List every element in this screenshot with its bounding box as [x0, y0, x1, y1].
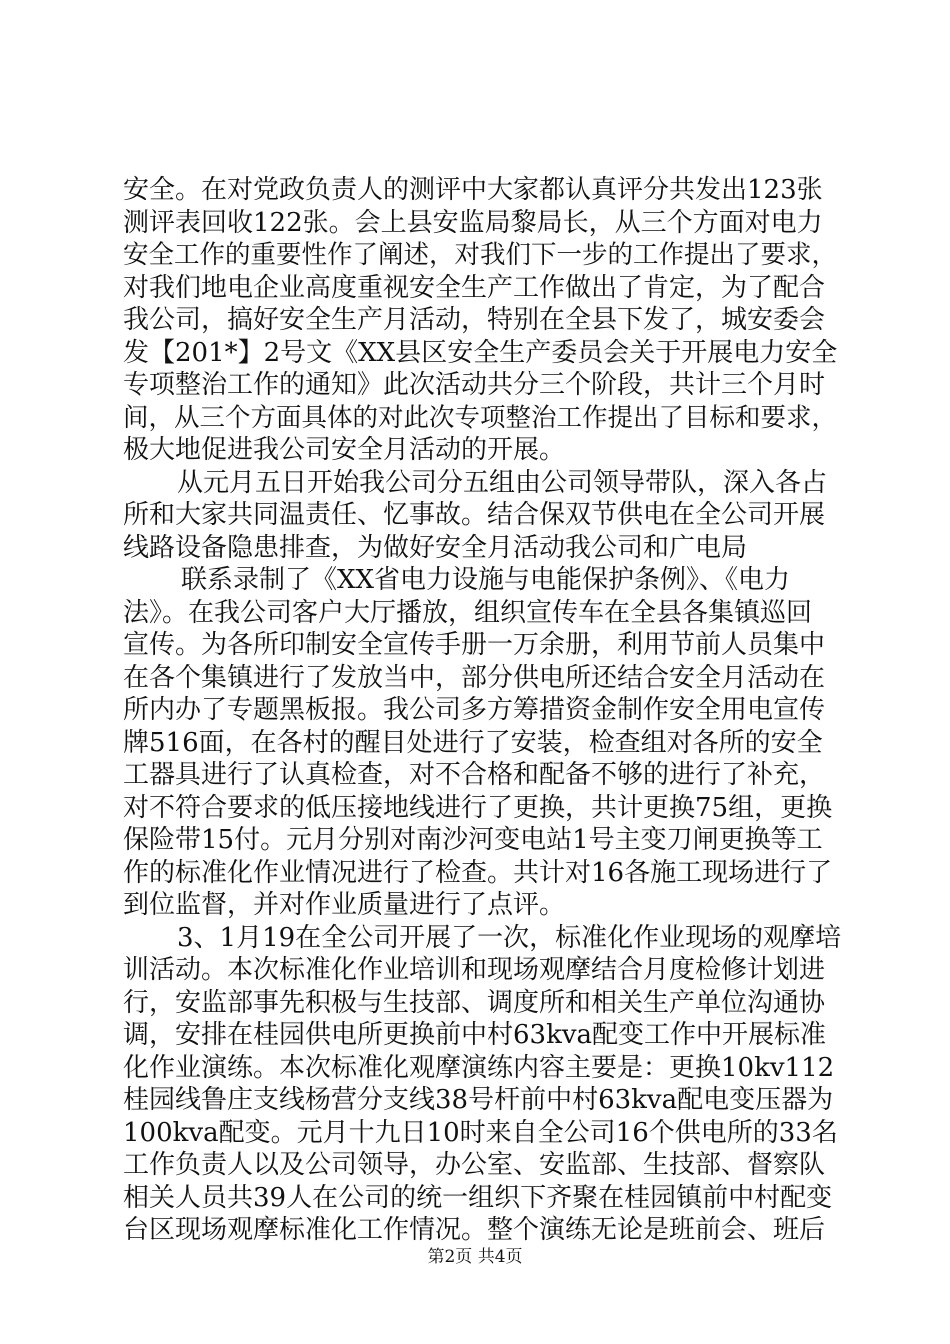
- text-line: 工器具进行了认真检查，对不合格和配备不够的进行了补充，: [123, 760, 826, 790]
- text-line: 安全。在对党政负责人的测评中大家都认真评分共发出123张: [123, 175, 823, 205]
- text-line: 工作负责人以及公司领导，办公室、安监部、生技部、督察队: [123, 1150, 826, 1180]
- text-line: 保险带15付。元月分别对南沙河变电站1号主变刀闸更换等工: [123, 825, 823, 855]
- text-line: 对我们地电企业高度重视安全生产工作做出了肯定，为了配合: [123, 272, 826, 303]
- text-line: 所和大家共同温责任、忆事故。结合保双节供电在全公司开展: [123, 500, 826, 530]
- text-line: 化作业演练。本次标准化观摩演练内容主要是：更换10kv112: [123, 1052, 835, 1083]
- text-line: 行，安监部事先积极与生技部、调度所和相关生产单位沟通协: [123, 987, 826, 1018]
- text-line: 从元月五日开始我公司分五组由公司领导带队，深入各占: [177, 467, 828, 498]
- text-line: 极大地促进我公司安全月活动的开展。: [123, 435, 566, 465]
- text-line: 100kva配变。元月十九日10时来自全公司16个供电所的33名: [123, 1117, 838, 1148]
- text-line: 间，从三个方面具体的对此次专项整治工作提出了目标和要求，: [123, 402, 838, 433]
- text-line: 发【201*】2号文《XX县区安全生产委员会关于开展电力安全: [123, 337, 838, 368]
- page-footer: 第2页 共4页: [427, 1247, 523, 1267]
- text-line: 对不符合要求的低压接地线进行了更换，共计更换75组，更换: [123, 792, 833, 823]
- text-line: 测评表回收122张。会上县安监局黎局长，从三个方面对电力: [123, 207, 823, 238]
- text-line: 专项整治工作的通知》此次活动共分三个阶段，共计三个月时: [123, 370, 826, 400]
- text-line: 3、1月19在全公司开展了一次，标准化作业现场的观摩培: [177, 922, 842, 953]
- text-line: 桂园线鲁庄支线杨营分支线38号杆前中村63kva配电变压器为: [123, 1085, 834, 1115]
- text-line: 我公司，搞好安全生产月活动，特别在全县下发了，城安委会: [123, 305, 826, 335]
- text-line: 所内办了专题黑板报。我公司多方筹措资金制作安全用电宣传: [123, 695, 826, 725]
- text-line: 联系录制了《XX省电力设施与电能保护条例》、《电力: [181, 565, 791, 595]
- text-line: 线路设备隐患排查，为做好安全月活动我公司和广电局: [123, 532, 748, 563]
- text-line: 宣传。为各所印制安全宣传手册一万余册，利用节前人员集中: [123, 630, 826, 660]
- document-body: [123, 174, 843, 1247]
- text-line: 法》。在我公司客户大厅播放，组织宣传车在全县各集镇巡回: [123, 597, 813, 628]
- text-line: 作的标准化作业情况进行了检查。共计对16各施工现场进行了: [123, 857, 833, 888]
- text-line: 安全工作的重要性作了阐述，对我们下一步的工作提出了要求，: [123, 240, 838, 270]
- text-line: 训活动。本次标准化作业培训和现场观摩结合月度检修计划进: [123, 955, 826, 985]
- text-line: 到位监督，并对作业质量进行了点评。: [123, 890, 566, 920]
- text-line: 台区现场观摩标准化工作情况。整个演练无论是班前会、班后: [123, 1215, 826, 1245]
- text-line: 调，安排在桂园供电所更换前中村63kva配变工作中开展标准: [123, 1020, 827, 1050]
- text-line: 牌516面，在各村的醒目处进行了安装，检查组对各所的安全: [123, 727, 823, 758]
- text-line: 相关人员共39人在公司的统一组织下齐聚在桂园镇前中村配变: [123, 1182, 833, 1213]
- text-line: 在各个集镇进行了发放当中，部分供电所还结合安全月活动在: [123, 662, 826, 693]
